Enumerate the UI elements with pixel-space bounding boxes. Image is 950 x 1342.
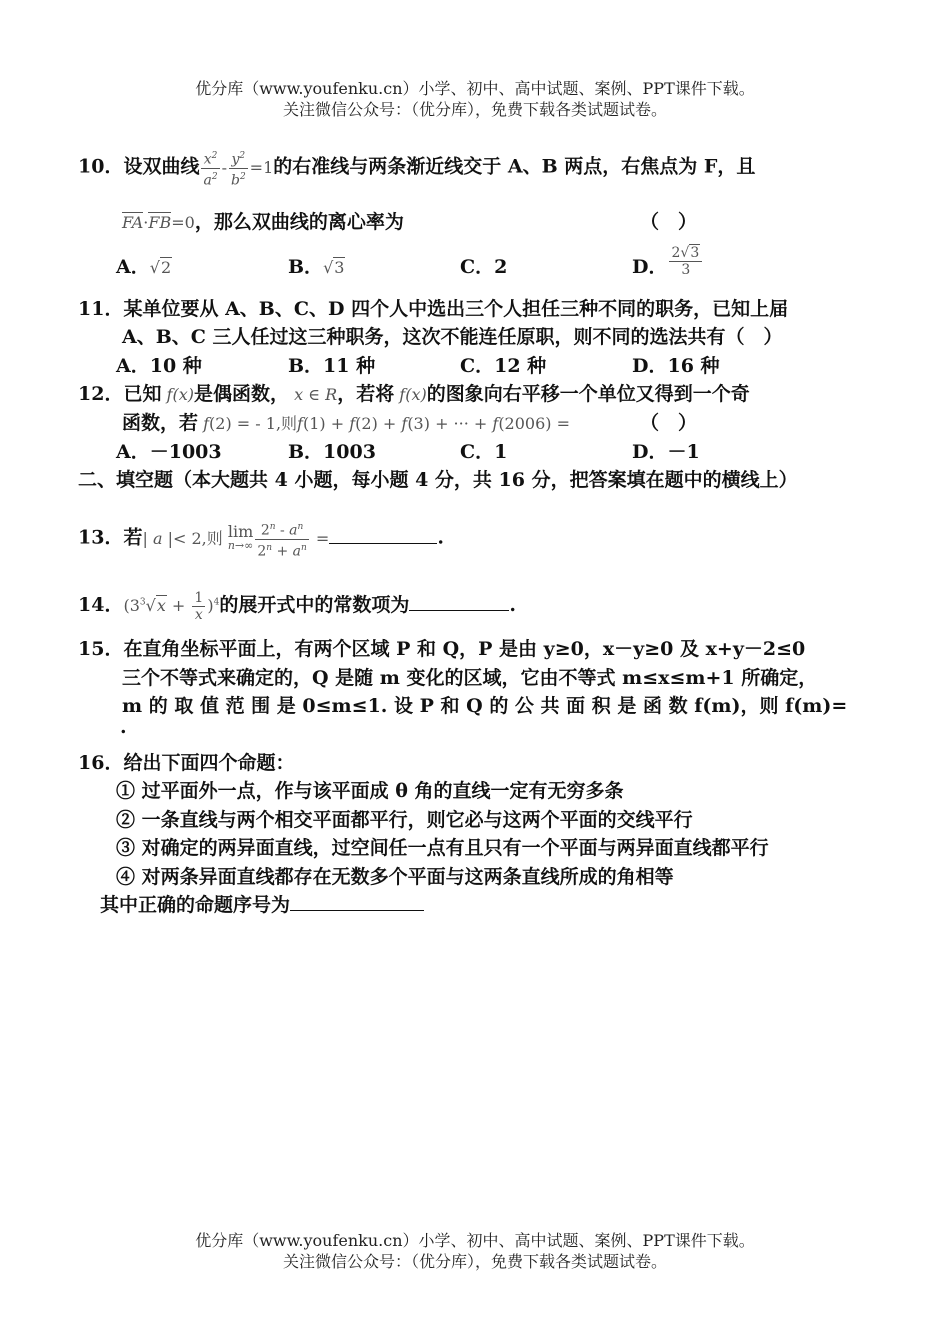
q10-text-1: 的右准线与两条渐近线交于 A、B 两点，右焦点为 F，且: [273, 155, 756, 178]
q10-text-2: ，那么双曲线的离心率为: [194, 211, 404, 233]
q10-line-1: [78, 148, 755, 188]
q16-answer-blank[interactable]: [290, 892, 424, 911]
q15-number: 15．: [78, 638, 124, 660]
q12-mid-2: ，若将: [337, 383, 395, 405]
q10-option-b: B．√3: [288, 256, 345, 278]
q16-item-1: ① 过平面外一点，作与该平面成 θ 角的直线一定有无穷多条: [116, 780, 624, 802]
q12-number: 12．: [78, 383, 124, 405]
q15-text-4: .: [120, 716, 127, 738]
page-header: [0, 78, 950, 120]
q10-option-c: C．2: [460, 256, 508, 278]
q10-number: 10．: [78, 155, 124, 178]
q11-option-d: D．16 种: [632, 355, 720, 377]
q11-option-b: B．11 种: [288, 355, 376, 377]
q16-line-1: [78, 748, 294, 775]
q12-option-d: D．－1: [632, 441, 700, 463]
q12-line-2: [122, 408, 570, 435]
header-line-1: 优分库（www.youfenku.cn）小学、初中、高中试题、案例、PPT课件下载。: [195, 79, 755, 98]
q15-line-1: [78, 634, 805, 661]
q14-text: 的展开式中的常数项为: [219, 594, 410, 616]
q12-options: [116, 437, 950, 463]
q12-line-1: [78, 379, 750, 406]
q16-item-4: ④ 对两条异面直线都存在无数多个平面与这两条直线所成的角相等: [116, 866, 674, 888]
dot-product-formula: FA·FB=0: [122, 213, 195, 232]
q11-option-a: A．10 种: [116, 355, 202, 377]
q12-text-1: 的图象向右平移一个单位又得到一个奇: [426, 383, 750, 405]
q16-number: 16．: [78, 752, 124, 774]
q12-option-c: C．1: [460, 441, 508, 463]
page-footer: [0, 1230, 950, 1272]
q14-answer-blank[interactable]: [409, 592, 509, 611]
sum-formula: f(2) = - 1,则f(1) + f(2) + f(3) + ··· + f(2006) =: [203, 414, 571, 433]
q16-item-2: ② 一条直线与两个相交平面都平行，则它必与这两个平面的交线平行: [116, 809, 693, 831]
q16-lead: 给出下面四个命题：: [123, 752, 295, 774]
q11-text-2: A、B、C 三人任过这三种职务，这次不能连任原职，则不同的选法共有（ ）: [122, 326, 783, 348]
fx-formula: f(x): [161, 385, 194, 404]
q11-number: 11．: [78, 298, 124, 320]
section-2-title: 二、填空题（本大题共 4 小题，每小题 4 分，共 16 分，把答案填在题中的横线上）: [78, 469, 798, 491]
q11-options: [116, 351, 950, 377]
q15-text-1: 在直角坐标平面上，有两个区域 P 和 Q，P 是由 y≥0，x－y≥0 及 x+y－2≤0: [123, 638, 806, 660]
q12-option-a: A．－1003: [116, 441, 222, 463]
q11-option-c: C．12 种: [460, 355, 547, 377]
q11-text-1: 某单位要从 A、B、C、D 四个人中选出三个人担任三种不同的职务，已知上届: [123, 298, 789, 320]
q12-answer-paren: （ ）: [640, 412, 698, 434]
domain-formula: x ∈ R: [294, 385, 338, 404]
q12-mid-1: 是偶函数，: [193, 383, 289, 405]
q13-answer-blank[interactable]: [329, 525, 437, 544]
q16-item-3: ③ 对确定的两异面直线，过空间任一点有且只有一个平面与两异面直线都平行: [116, 837, 769, 859]
q15-text-3: m 的 取 值 范 围 是 0≤m≤1. 设 P 和 Q 的 公 共 面 积 是 函 数 f(m)，则 f(m)=: [122, 695, 848, 717]
q12-text-2: 函数，若: [122, 412, 199, 434]
q10-line-2: [122, 207, 404, 234]
q13-lead: 若: [123, 526, 143, 549]
footer-line-1: 优分库（www.youfenku.cn）小学、初中、高中试题、案例、PPT课件下载。: [195, 1231, 755, 1250]
binomial-formula: ($3^3√x$ + $\frac{1}{x}$ )$^4$: [123, 590, 220, 623]
q13-number: 13．: [78, 526, 124, 549]
q15-text-2: 三个不等式来确定的，Q 是随 m 变化的区域，它由不等式 m≤x≤m+1 所确定，: [122, 667, 818, 689]
q13-line: 13．若| a |< 2,则 lim n→∞ $\frac{2^n - a^n}{2^n + a^n}$ = .: [78, 522, 444, 560]
q10-option-a: A．√2: [116, 256, 172, 278]
footer-line-2: 关注微信公众号：（优分库），免费下载各类试题试卷。: [282, 1252, 667, 1271]
limit-formula: | a |< 2,则 lim n→∞ $\frac{2^n - a^n}{2^n + a^n}$ =: [142, 522, 330, 560]
q11-line-1: [78, 294, 788, 321]
q10-option-d: D． $\frac{2√3}{3}$: [632, 252, 704, 279]
header-line-2: 关注微信公众号：（优分库），免费下载各类试题试卷。: [282, 100, 667, 119]
q12-lead: 已知: [123, 383, 162, 405]
q14-line: 14．($3^3√x$ + $\frac{1}{x}$ )$^4$的展开式中的常数项为 .: [78, 590, 516, 623]
q10-lead: 设双曲线: [123, 155, 200, 178]
q10-options: [116, 244, 950, 292]
fx-formula-2: f(x): [394, 385, 427, 404]
hyperbola-equation: $\frac{x^2}{a^2}$ - $\frac{y^2}{b^2}$ =1: [203, 151, 274, 189]
q16-tail: 其中正确的命题序号为: [100, 890, 424, 917]
q10-answer-paren: （ ）: [640, 211, 698, 233]
q12-option-b: B．1003: [288, 441, 376, 463]
q14-number: 14．: [78, 594, 124, 616]
